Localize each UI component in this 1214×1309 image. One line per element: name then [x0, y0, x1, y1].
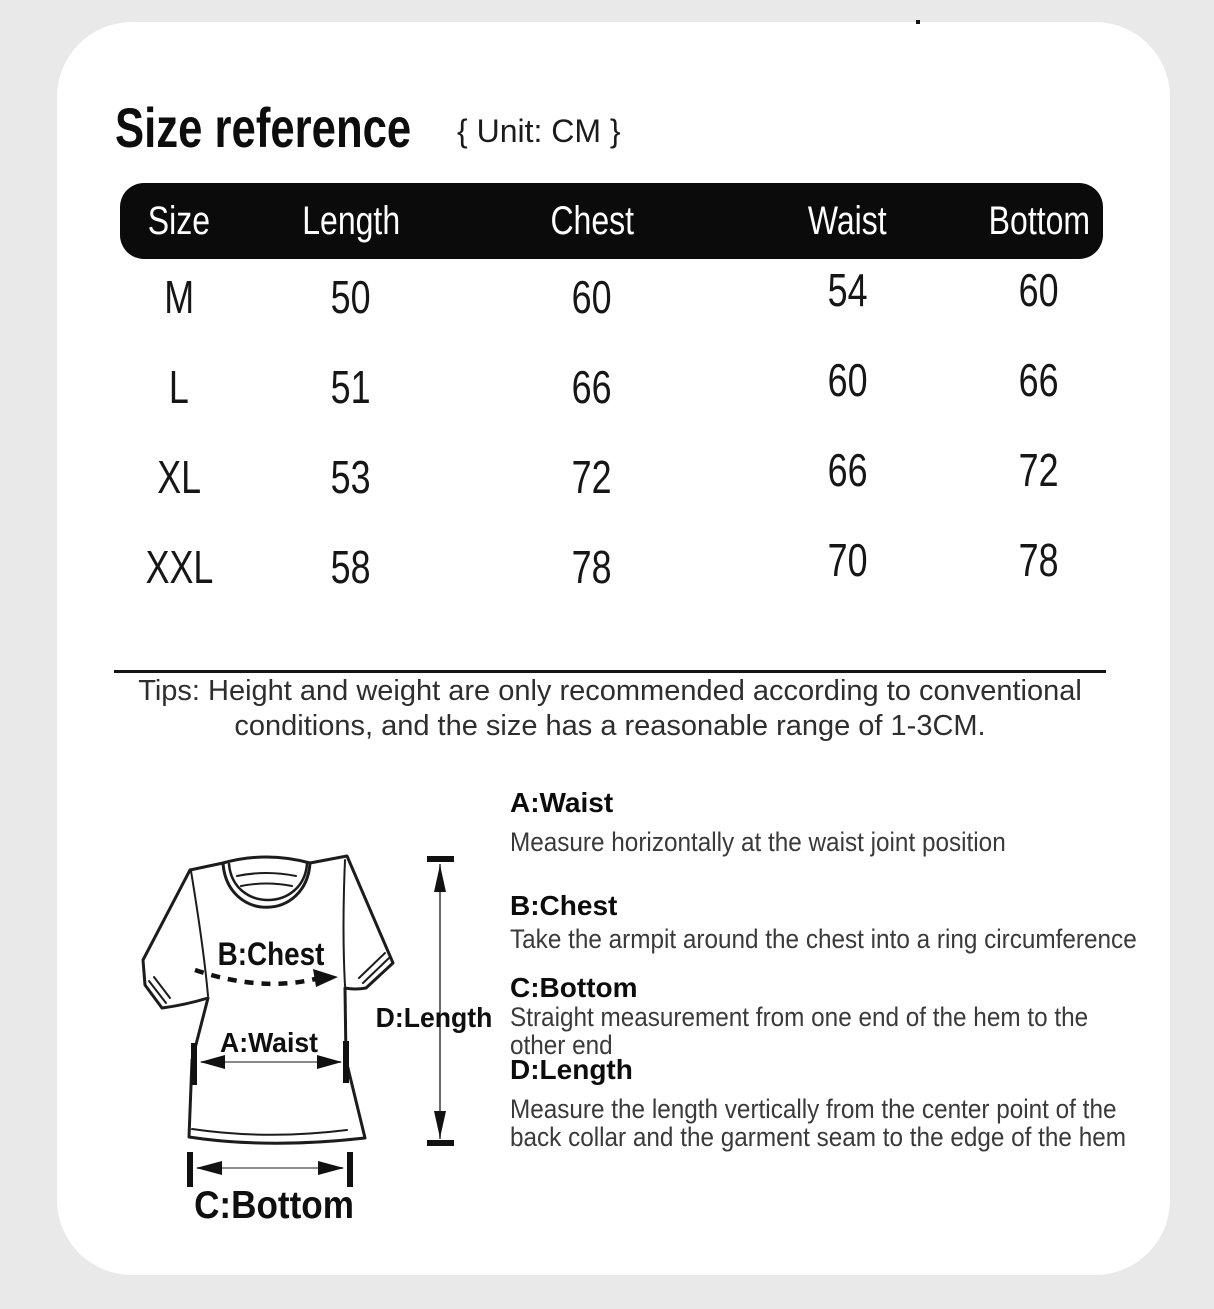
diagram-label-length: D:Length — [375, 1001, 493, 1034]
table-row — [120, 522, 1103, 612]
unit-note: { Unit: CM } — [457, 113, 621, 149]
guide-text: Measure horizontally at the waist joint position — [510, 827, 1006, 857]
guide-block-length — [510, 1055, 1172, 1151]
guide-block-waist — [510, 788, 1172, 856]
guide-heading: D:Length — [510, 1054, 633, 1085]
cell-bottom: 72 — [1019, 444, 1060, 496]
table-row — [120, 432, 1103, 522]
cell-bottom: 66 — [1019, 354, 1060, 406]
guide-heading: C:Bottom — [510, 972, 638, 1003]
table-row — [120, 252, 1103, 342]
cell-bottom: 78 — [1019, 534, 1060, 586]
page-title — [115, 96, 495, 159]
guide-block-chest — [510, 891, 1172, 953]
cell-size: M — [164, 271, 194, 323]
cell-chest: 78 — [571, 541, 612, 593]
col-header-chest: Chest — [550, 199, 634, 243]
col-header-waist: Waist — [807, 199, 887, 243]
tips-line-1: Tips: Height and weight are only recommended according to conventional — [138, 675, 1082, 707]
measure-guide — [510, 788, 1172, 1151]
cell-length: 50 — [331, 271, 371, 323]
cell-size: L — [168, 361, 189, 413]
table-row — [120, 342, 1103, 432]
guide-text: Straight measurement from one end of the hem to the — [510, 1002, 1089, 1032]
guide-heading: B:Chest — [510, 890, 618, 921]
guide-heading: A:Waist — [510, 787, 614, 818]
cell-chest: 72 — [571, 451, 612, 503]
tips-note — [114, 674, 1106, 744]
cell-waist: 54 — [827, 264, 868, 316]
guide-text: other end — [510, 1030, 613, 1060]
cell-chest: 60 — [571, 271, 612, 323]
col-header-size: Size — [147, 199, 211, 243]
guide-text: Measure the length vertically from the center point of the — [510, 1094, 1117, 1124]
cell-size: XL — [157, 451, 201, 503]
col-header-bottom: Bottom — [988, 199, 1090, 243]
tshirt-measurement-diagram — [125, 840, 515, 1225]
diagram-label-bottom: C:Bottom — [194, 1182, 354, 1225]
size-table-body — [120, 252, 1103, 612]
guide-block-bottom — [510, 973, 1172, 1059]
cell-size: XXL — [145, 541, 213, 593]
cell-bottom: 60 — [1019, 264, 1060, 316]
cell-length: 51 — [331, 361, 371, 413]
col-header-length: Length — [302, 199, 400, 243]
guide-text: back collar and the garment seam to the edge of the hem — [510, 1122, 1126, 1152]
cell-waist: 70 — [827, 534, 868, 586]
page-title-text: Size reference — [115, 96, 412, 159]
tshirt-outline-icon — [143, 856, 393, 1143]
diagram-label-chest: B:Chest — [217, 937, 325, 973]
tips-line-2: conditions, and the size has a reasonable range of 1-3CM. — [234, 710, 986, 742]
size-table-header — [120, 183, 1103, 259]
cell-length: 53 — [331, 451, 371, 503]
guide-text: Take the armpit around the chest into a ring circumference — [510, 924, 1137, 954]
cell-waist: 60 — [827, 354, 868, 406]
stray-dot-artifact — [916, 20, 920, 24]
cell-chest: 66 — [571, 361, 612, 413]
cell-waist: 66 — [827, 444, 868, 496]
tips-divider-line — [114, 670, 1106, 673]
diagram-label-waist: A:Waist — [220, 1026, 318, 1059]
cell-length: 58 — [331, 541, 371, 593]
